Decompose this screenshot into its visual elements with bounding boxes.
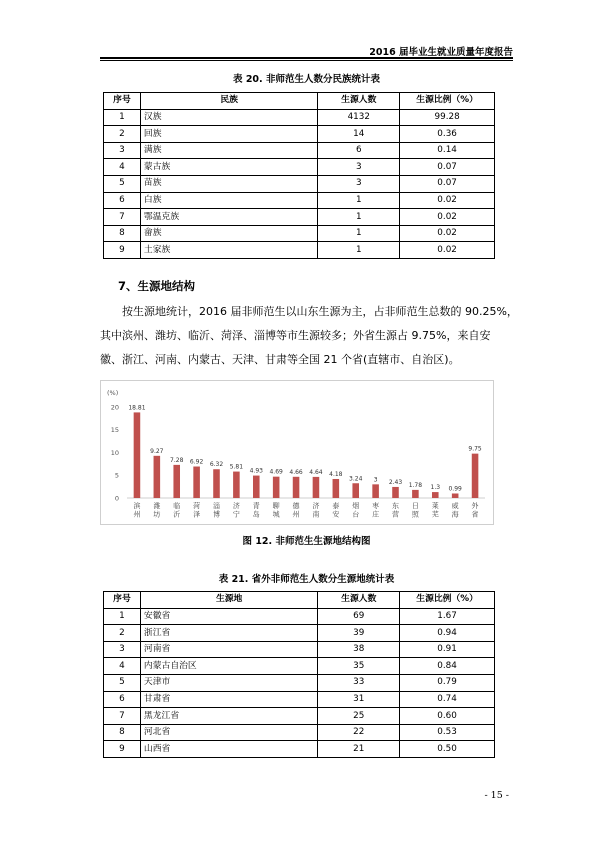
table-row: [104, 192, 495, 209]
y-axis-label: (%): [107, 389, 119, 397]
table-row: [104, 674, 495, 691]
cell-index: 8: [104, 225, 141, 242]
header-rule-thin: [100, 60, 513, 61]
bar: [193, 467, 200, 498]
cell-name: 苗族: [140, 175, 317, 192]
bar-value-label: 5.81: [229, 463, 244, 471]
cell-name: 土家族: [140, 242, 317, 259]
section-title: 7、生源地结构: [118, 279, 196, 293]
cell-name: 汉族: [140, 109, 317, 126]
cell-count: 69: [318, 608, 400, 625]
cell-index: 7: [104, 209, 141, 226]
cell-ratio: 0.02: [400, 192, 495, 209]
cell-ratio: 0.53: [400, 724, 495, 741]
cell-index: 9: [104, 741, 141, 758]
y-tick-label: 5: [114, 471, 119, 480]
bar-value-label: 4.69: [269, 468, 283, 476]
cell-ratio: 0.94: [400, 625, 495, 642]
cell-name: 河南省: [140, 641, 317, 658]
bar: [273, 477, 280, 498]
bar: [432, 492, 439, 498]
table-row: [104, 225, 495, 242]
cell-count: 1: [318, 192, 400, 209]
paragraph-line: 徽、浙江、河南、内蒙古、天津、甘肃等全国 21 个省(直辖市、自治区)。: [100, 353, 460, 366]
cell-ratio: 0.79: [400, 674, 495, 691]
table-row: [104, 724, 495, 741]
x-tick-label: 聊城: [272, 502, 280, 519]
cell-count: 1: [318, 225, 400, 242]
bar-value-label: 4.66: [289, 468, 303, 476]
cell-ratio: 0.74: [400, 691, 495, 708]
cell-index: 2: [104, 126, 141, 143]
x-tick-label: 泰安: [332, 502, 340, 519]
x-tick-label: 菏泽: [193, 502, 201, 519]
cell-ratio: 0.36: [400, 126, 495, 143]
table-row: [104, 126, 495, 143]
bar: [472, 454, 479, 498]
bar: [372, 484, 379, 498]
cell-ratio: 0.14: [400, 142, 495, 159]
cell-count: 38: [318, 641, 400, 658]
cell-count: 22: [318, 724, 400, 741]
col-header-count: 生源人数: [318, 93, 400, 110]
bar: [293, 477, 300, 498]
report-header-title: 2016 届毕业生就业质量年度报告: [369, 47, 513, 58]
x-tick-label: 济宁: [232, 502, 240, 519]
col-header-count: 生源人数: [318, 592, 400, 609]
x-tick-label: 外省: [471, 502, 479, 519]
ethnicity-table: [103, 92, 495, 259]
cell-count: 25: [318, 708, 400, 725]
y-tick-label: 10: [110, 448, 119, 457]
cell-ratio: 0.91: [400, 641, 495, 658]
cell-ratio: 0.50: [400, 741, 495, 758]
bar-value-label: 0.99: [448, 485, 462, 493]
cell-ratio: 0.84: [400, 658, 495, 675]
x-tick-label: 枣庄: [372, 502, 380, 519]
bar: [134, 412, 141, 498]
x-tick-label: 烟台: [352, 502, 360, 519]
cell-index: 5: [104, 175, 141, 192]
cell-count: 35: [318, 658, 400, 675]
province-table: [103, 591, 495, 758]
cell-index: 7: [104, 708, 141, 725]
cell-index: 4: [104, 159, 141, 176]
cell-index: 9: [104, 242, 141, 259]
bar: [154, 456, 161, 498]
table-row: [104, 175, 495, 192]
cell-name: 满族: [140, 142, 317, 159]
cell-count: 1: [318, 242, 400, 259]
bar: [333, 479, 340, 498]
bar: [452, 493, 459, 498]
x-tick-label: 淄博: [213, 502, 220, 519]
cell-ratio: 0.02: [400, 209, 495, 226]
cell-index: 1: [104, 608, 141, 625]
cell-name: 回族: [140, 126, 317, 143]
y-tick-label: 20: [110, 403, 119, 412]
cell-index: 1: [104, 109, 141, 126]
table-header-row: [104, 592, 495, 609]
cell-count: 14: [318, 126, 400, 143]
bar: [313, 477, 320, 498]
chart-caption: 图 12. 非师范生生源地结构图: [242, 536, 371, 547]
x-tick-label: 威海: [451, 502, 459, 519]
bar-value-label: 3: [373, 476, 378, 484]
cell-index: 6: [104, 691, 141, 708]
bar-value-label: 4.93: [249, 467, 263, 475]
y-tick-label: 0: [114, 494, 119, 503]
cell-name: 蒙古族: [140, 159, 317, 176]
cell-name: 浙江省: [140, 625, 317, 642]
x-tick-label: 青岛: [252, 502, 260, 519]
cell-index: 2: [104, 625, 141, 642]
x-tick-label: 莱芜: [431, 502, 439, 519]
bar-value-label: 1.3: [430, 484, 441, 492]
cell-count: 21: [318, 741, 400, 758]
bar: [173, 465, 180, 498]
cell-ratio: 0.07: [400, 159, 495, 176]
table-row: [104, 641, 495, 658]
col-header-ratio: 生源比例（%）: [400, 93, 495, 110]
table20-caption: 表 20. 非师范生人数分民族统计表: [233, 74, 380, 85]
cell-index: 8: [104, 724, 141, 741]
cell-name: 山西省: [140, 741, 317, 758]
cell-count: 6: [318, 142, 400, 159]
table-row: [104, 625, 495, 642]
col-header-ethnicity: 民族: [140, 93, 317, 110]
table-row: [104, 142, 495, 159]
chart-svg: [101, 381, 495, 526]
cell-index: 3: [104, 142, 141, 159]
bar: [412, 490, 419, 498]
page-number: - 15 -: [484, 790, 509, 801]
col-header-origin: 生源地: [140, 592, 317, 609]
col-header-index: 序号: [104, 93, 141, 110]
bar-value-label: 18.81: [128, 404, 146, 412]
table-row: [104, 242, 495, 259]
header-rule: [100, 57, 513, 59]
bar-value-label: 3.24: [349, 475, 363, 483]
bar-value-label: 4.64: [309, 468, 323, 476]
bar: [392, 487, 399, 498]
bar: [253, 476, 260, 498]
table-header-row: [104, 93, 495, 110]
col-header-ratio: 生源比例（%）: [400, 592, 495, 609]
cell-ratio: 0.07: [400, 175, 495, 192]
cell-name: 白族: [140, 192, 317, 209]
bar-value-label: 1.78: [408, 481, 423, 489]
bar-value-label: 7.28: [170, 456, 184, 464]
cell-count: 1: [318, 209, 400, 226]
section-paragraph: [100, 300, 518, 372]
bar-value-label: 6.32: [209, 461, 224, 469]
cell-count: 31: [318, 691, 400, 708]
cell-count: 4132: [318, 109, 400, 126]
table-row: [104, 691, 495, 708]
bar-value-label: 4.18: [329, 470, 343, 478]
cell-name: 黑龙江省: [140, 708, 317, 725]
cell-index: 5: [104, 674, 141, 691]
table-row: [104, 741, 495, 758]
table-row: [104, 608, 495, 625]
bar-value-label: 2.43: [388, 478, 403, 486]
origin-bar-chart: [100, 380, 494, 525]
paragraph-line: 其中滨州、潍坊、临沂、菏泽、淄博等市生源较多；外省生源占 9.75%，来自安: [100, 329, 491, 342]
paragraph-line: 按生源地统计，2016 届非师范生以山东生源为主，占非师范生总数的 90.25%，: [122, 305, 518, 318]
cell-count: 3: [318, 175, 400, 192]
cell-name: 内蒙古自治区: [140, 658, 317, 675]
cell-ratio: 1.67: [400, 608, 495, 625]
cell-count: 39: [318, 625, 400, 642]
cell-count: 3: [318, 159, 400, 176]
x-tick-label: 滨州: [133, 502, 141, 519]
table21-caption: 表 21. 省外非师范生人数分生源地统计表: [218, 574, 395, 585]
cell-name: 畲族: [140, 225, 317, 242]
table-row: [104, 209, 495, 226]
cell-index: 3: [104, 641, 141, 658]
cell-ratio: 0.60: [400, 708, 495, 725]
y-tick-label: 15: [110, 426, 119, 435]
table-row: [104, 109, 495, 126]
cell-index: 4: [104, 658, 141, 675]
col-header-index: 序号: [104, 592, 141, 609]
bar-value-label: 6.92: [189, 458, 204, 466]
table-row: [104, 159, 495, 176]
x-tick-label: 日照: [411, 502, 419, 519]
cell-count: 33: [318, 674, 400, 691]
x-tick-label: 济南: [312, 502, 320, 519]
x-tick-label: 临沂: [173, 502, 181, 519]
cell-name: 河北省: [140, 724, 317, 741]
cell-name: 鄂温克族: [140, 209, 317, 226]
bar: [213, 469, 220, 498]
table-row: [104, 708, 495, 725]
bar: [233, 472, 240, 498]
x-tick-label: 德州: [292, 502, 300, 519]
cell-index: 6: [104, 192, 141, 209]
x-tick-label: 东营: [392, 502, 399, 519]
bar-value-label: 9.27: [150, 447, 164, 455]
x-tick-label: 潍坊: [153, 502, 161, 519]
cell-ratio: 0.02: [400, 225, 495, 242]
cell-ratio: 0.02: [400, 242, 495, 259]
bar-value-label: 9.75: [468, 445, 482, 453]
cell-name: 甘肃省: [140, 691, 317, 708]
bar: [352, 483, 359, 498]
cell-name: 安徽省: [140, 608, 317, 625]
cell-name: 天津市: [140, 674, 317, 691]
table-row: [104, 658, 495, 675]
cell-ratio: 99.28: [400, 109, 495, 126]
